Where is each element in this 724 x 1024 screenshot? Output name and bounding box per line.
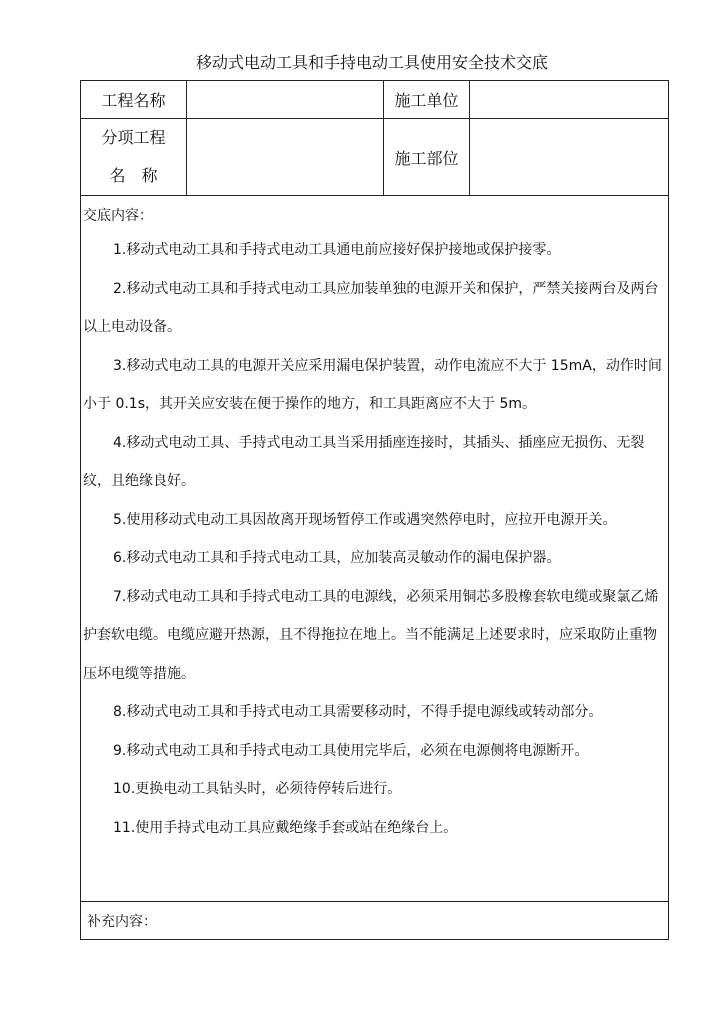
content-item: 8.移动式电动工具和手持式电动工具需要移动时，不得手提电源线或转动部分。: [113, 704, 603, 720]
construction-part-field[interactable]: [470, 119, 669, 196]
content-item: 2.移动式电动工具和手持式电动工具应加装单独的电源开关和保护，严禁关接两台及两台以上电动设备。: [83, 280, 659, 335]
form-row-subproject: [81, 119, 669, 196]
document-title: 移动式电动工具和手持电动工具使用安全技术交底: [195, 53, 548, 72]
form-row-content: [81, 196, 669, 902]
construction-unit-label: 施工单位: [384, 81, 470, 119]
content-item: 5.使用移动式电动工具因故离开现场暂停工作或遇突然停电时，应拉开电源开关。: [113, 511, 617, 528]
content-item: 9.移动式电动工具和手持式电动工具使用完毕后，必须在电源侧将电源断开。: [113, 742, 589, 759]
content-item: 6.移动式电动工具和手持式电动工具，应加装高灵敏动作的漏电保护器。: [113, 550, 561, 566]
project-name-label: 工程名称: [81, 81, 187, 119]
content-heading: 交底内容：: [83, 208, 153, 224]
project-name-field[interactable]: [187, 81, 384, 119]
sub-project-label: [81, 119, 187, 196]
content-item: 1.移动式电动工具和手持式电动工具通电前应接好保护接地或保护接零。: [113, 242, 561, 258]
sub-project-label-line2: 名 称: [109, 166, 158, 185]
content-item: 11.使用手持式电动工具应戴绝缘手套或站在绝缘台上。: [113, 819, 458, 836]
disclosure-form: [80, 80, 669, 940]
construction-unit-field[interactable]: [470, 81, 669, 119]
form-row-project: [81, 81, 669, 119]
sub-project-label-line1: 分项工程: [101, 128, 166, 147]
content-item: 10.更换电动工具钻头时，必须待停转后进行。: [113, 781, 402, 797]
disclosure-content: [81, 196, 669, 902]
form-row-supplement: [81, 902, 669, 940]
content-item: 7.移动式电动工具和手持式电动工具的电源线，必须采用铜芯多股橡套软电缆或聚氯乙烯护套软电缆。电缆应避开热源，且不得拖拉在地上。当不能满足上述要求时，应采取防止重物压坏电缆等措施。: [83, 588, 659, 682]
content-item: 4.移动式电动工具、手持式电动工具当采用插座连接时，其插头、插座应无损伤、无裂纹，且绝缘良好。: [83, 434, 645, 489]
content-item: 3.移动式电动工具的电源开关应采用漏电保护装置，动作电流应不大于 15mA，动作时间小于 0.1s，其开关应安装在便于操作的地方，和工具距离应不大于 5m。: [83, 357, 662, 412]
sub-project-field[interactable]: [187, 119, 384, 196]
supplement-label: 补充内容：: [81, 902, 669, 940]
construction-part-label: 施工部位: [384, 119, 470, 196]
